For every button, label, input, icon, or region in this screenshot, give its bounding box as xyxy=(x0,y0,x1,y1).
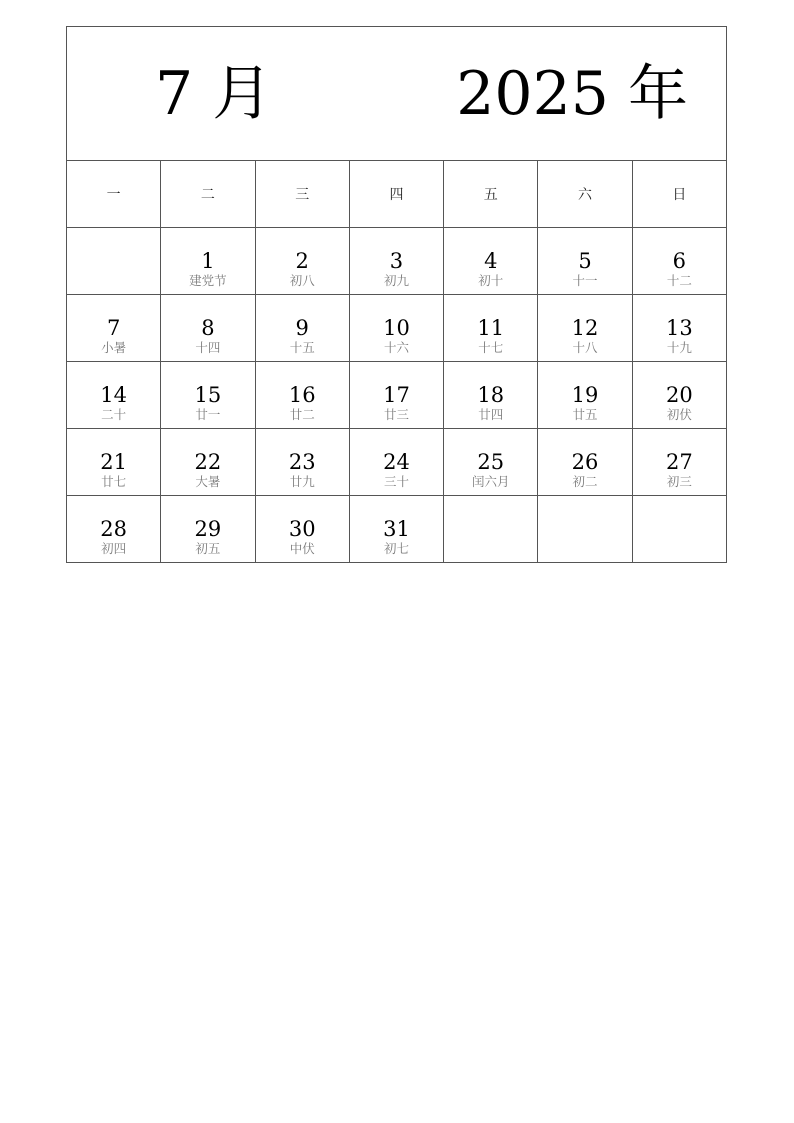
lunar-date: 初五 xyxy=(195,541,221,556)
weekday-friday: 五 xyxy=(444,161,538,228)
lunar-date: 三十 xyxy=(383,474,409,489)
day-number: 26 xyxy=(571,450,599,474)
week-row xyxy=(67,429,727,496)
month-label: 7 月 xyxy=(155,59,273,129)
day-cell xyxy=(67,228,161,295)
day-number: 17 xyxy=(383,383,410,407)
day-cell xyxy=(255,295,349,362)
week-row xyxy=(67,496,727,563)
day-cell xyxy=(632,362,726,429)
lunar-date: 初八 xyxy=(289,273,315,288)
weekday-thursday: 四 xyxy=(349,161,443,228)
lunar-date: 初九 xyxy=(383,273,409,288)
day-cell xyxy=(632,496,726,563)
day-number: 25 xyxy=(477,450,505,474)
day-cell xyxy=(67,429,161,496)
lunar-date: 闰六月 xyxy=(472,474,510,489)
day-cell xyxy=(255,362,349,429)
lunar-date: 十一 xyxy=(572,273,598,288)
calendar-header-row xyxy=(67,27,727,161)
day-number: 16 xyxy=(288,383,316,407)
lunar-date: 廿一 xyxy=(195,407,221,422)
day-cell xyxy=(161,228,255,295)
weekday-sunday: 日 xyxy=(632,161,726,228)
weekday-header-row xyxy=(67,161,727,228)
day-number: 18 xyxy=(477,383,505,407)
day-number: 4 xyxy=(484,249,498,273)
calendar-table xyxy=(66,26,727,563)
day-number: 6 xyxy=(672,249,687,273)
day-number: 5 xyxy=(578,249,592,273)
week-row xyxy=(67,228,727,295)
lunar-date: 十五 xyxy=(289,340,315,355)
weekday-tuesday: 二 xyxy=(161,161,255,228)
lunar-date: 初十 xyxy=(478,273,504,288)
lunar-date: 廿三 xyxy=(383,407,409,422)
day-cell xyxy=(632,295,726,362)
lunar-date: 大暑 xyxy=(195,474,221,489)
day-number: 30 xyxy=(288,517,316,541)
day-cell xyxy=(444,496,538,563)
day-number: 12 xyxy=(571,316,599,340)
day-cell xyxy=(444,228,538,295)
day-number: 1 xyxy=(201,249,215,273)
day-cell xyxy=(538,228,632,295)
day-cell xyxy=(632,429,726,496)
day-cell xyxy=(67,362,161,429)
day-cell xyxy=(255,228,349,295)
lunar-date: 二十 xyxy=(101,407,127,422)
day-cell xyxy=(444,362,538,429)
week-row xyxy=(67,362,727,429)
week-row xyxy=(67,295,727,362)
lunar-date: 初四 xyxy=(101,541,127,556)
day-number: 15 xyxy=(194,383,222,407)
day-cell xyxy=(538,295,632,362)
day-number: 19 xyxy=(571,383,599,407)
day-cell xyxy=(255,429,349,496)
lunar-date: 廿七 xyxy=(101,474,127,489)
weekday-monday: 一 xyxy=(67,161,161,228)
year-label: 2025 年 xyxy=(456,59,688,129)
day-cell xyxy=(161,496,255,563)
day-cell xyxy=(161,362,255,429)
day-cell xyxy=(255,496,349,563)
day-number: 11 xyxy=(477,316,505,340)
day-cell xyxy=(538,429,632,496)
lunar-date: 十四 xyxy=(195,340,221,355)
day-cell xyxy=(444,295,538,362)
day-cell xyxy=(444,429,538,496)
day-number: 10 xyxy=(383,316,410,340)
day-number: 29 xyxy=(194,517,222,541)
weekday-saturday: 六 xyxy=(538,161,632,228)
lunar-date: 初三 xyxy=(666,474,692,489)
day-cell xyxy=(67,496,161,563)
lunar-date: 十七 xyxy=(478,340,504,355)
lunar-date: 廿四 xyxy=(478,407,504,422)
day-number: 23 xyxy=(288,450,316,474)
lunar-date: 初七 xyxy=(383,541,409,556)
day-number: 3 xyxy=(389,249,404,273)
lunar-date: 廿二 xyxy=(289,407,315,422)
lunar-date: 小暑 xyxy=(101,340,127,355)
day-cell xyxy=(161,429,255,496)
day-number: 31 xyxy=(383,517,410,541)
lunar-date: 十八 xyxy=(572,340,598,355)
day-number: 9 xyxy=(295,316,309,340)
day-cell xyxy=(349,228,443,295)
lunar-date: 中伏 xyxy=(289,541,315,556)
lunar-date: 十九 xyxy=(666,340,692,355)
day-number: 27 xyxy=(665,450,693,474)
day-cell xyxy=(67,295,161,362)
day-cell xyxy=(538,496,632,563)
lunar-date: 初伏 xyxy=(666,407,692,422)
day-number: 13 xyxy=(665,316,693,340)
lunar-date: 十二 xyxy=(666,273,692,288)
weekday-wednesday: 三 xyxy=(255,161,349,228)
lunar-date: 建党节 xyxy=(189,273,227,288)
day-number: 20 xyxy=(665,383,693,407)
day-number: 21 xyxy=(100,450,127,474)
day-cell xyxy=(349,496,443,563)
day-cell xyxy=(349,429,443,496)
day-cell xyxy=(161,295,255,362)
day-cell xyxy=(632,228,726,295)
lunar-date: 廿九 xyxy=(289,474,315,489)
lunar-date: 廿五 xyxy=(572,407,598,422)
day-cell xyxy=(349,362,443,429)
day-cell xyxy=(349,295,443,362)
day-number: 2 xyxy=(295,249,309,273)
lunar-date: 十六 xyxy=(383,340,409,355)
calendar-header xyxy=(67,27,727,161)
day-number: 14 xyxy=(100,383,127,407)
lunar-date: 初二 xyxy=(572,474,598,489)
day-number: 28 xyxy=(100,517,127,541)
day-cell xyxy=(538,362,632,429)
day-number: 24 xyxy=(383,450,410,474)
day-number: 8 xyxy=(201,316,215,340)
day-number: 7 xyxy=(106,316,121,340)
day-number: 22 xyxy=(194,450,222,474)
